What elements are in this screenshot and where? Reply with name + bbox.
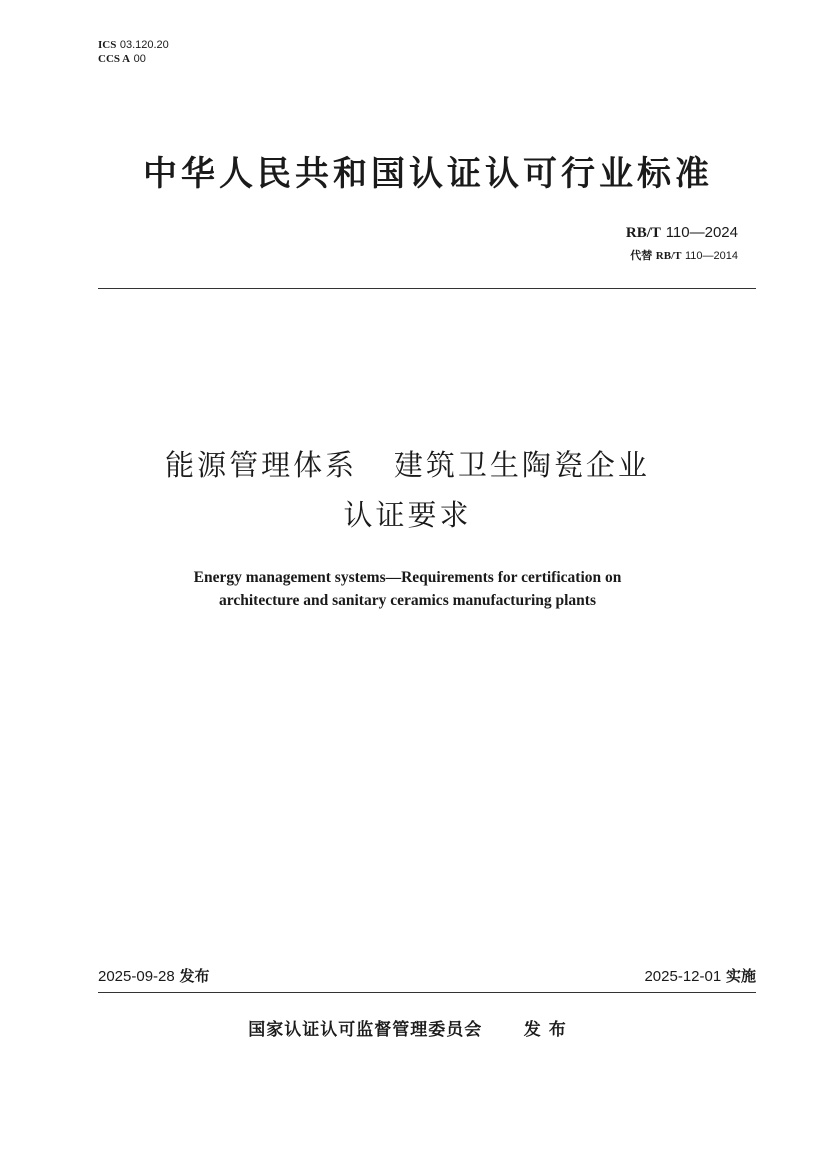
ccs-code: 00 bbox=[133, 53, 146, 65]
replaces-label: 代替 bbox=[630, 249, 653, 262]
classification-codes bbox=[98, 38, 169, 66]
implementation-label: 实施 bbox=[725, 967, 756, 985]
ccs-code-line bbox=[98, 52, 169, 66]
chinese-title-line-1: 能源管理体系 建筑卫生陶瓷企业 bbox=[165, 448, 650, 482]
publisher bbox=[60, 1018, 755, 1042]
ics-label: ICS bbox=[98, 39, 117, 51]
chinese-title-line-2: 认证要求 bbox=[343, 498, 472, 532]
implementation-date-value: 2025-12-01 bbox=[644, 968, 722, 985]
standard-number-value: 110—2024 bbox=[665, 224, 738, 241]
chinese-title bbox=[60, 440, 755, 540]
footer-divider bbox=[98, 992, 756, 993]
industry-standard-title: 中华人民共和国认证认可行业标准 bbox=[143, 154, 713, 194]
standard-number bbox=[626, 222, 738, 243]
english-title-line-1: Energy management systems—Requirements for certification on bbox=[193, 569, 622, 586]
issue-date bbox=[98, 966, 210, 987]
replaces-number: 110—2014 bbox=[684, 250, 738, 262]
english-title bbox=[60, 566, 755, 612]
publisher-action: 发 布 bbox=[523, 1020, 567, 1040]
ics-code: 03.120.20 bbox=[119, 39, 169, 51]
header-divider bbox=[98, 288, 756, 289]
standard-prefix: RB/T bbox=[625, 225, 661, 241]
ccs-label: CCS A bbox=[98, 53, 131, 65]
implementation-date bbox=[644, 966, 756, 987]
replaces-standard bbox=[630, 248, 738, 264]
ics-code-line bbox=[98, 38, 169, 52]
issue-label: 发布 bbox=[179, 967, 210, 985]
issue-date-value: 2025-09-28 bbox=[98, 968, 175, 985]
publisher-name: 国家认证认可监督管理委员会 bbox=[248, 1020, 483, 1040]
english-title-line-2: architecture and sanitary ceramics manufacturing plants bbox=[219, 592, 596, 609]
replaces-prefix: RB/T bbox=[655, 250, 682, 262]
